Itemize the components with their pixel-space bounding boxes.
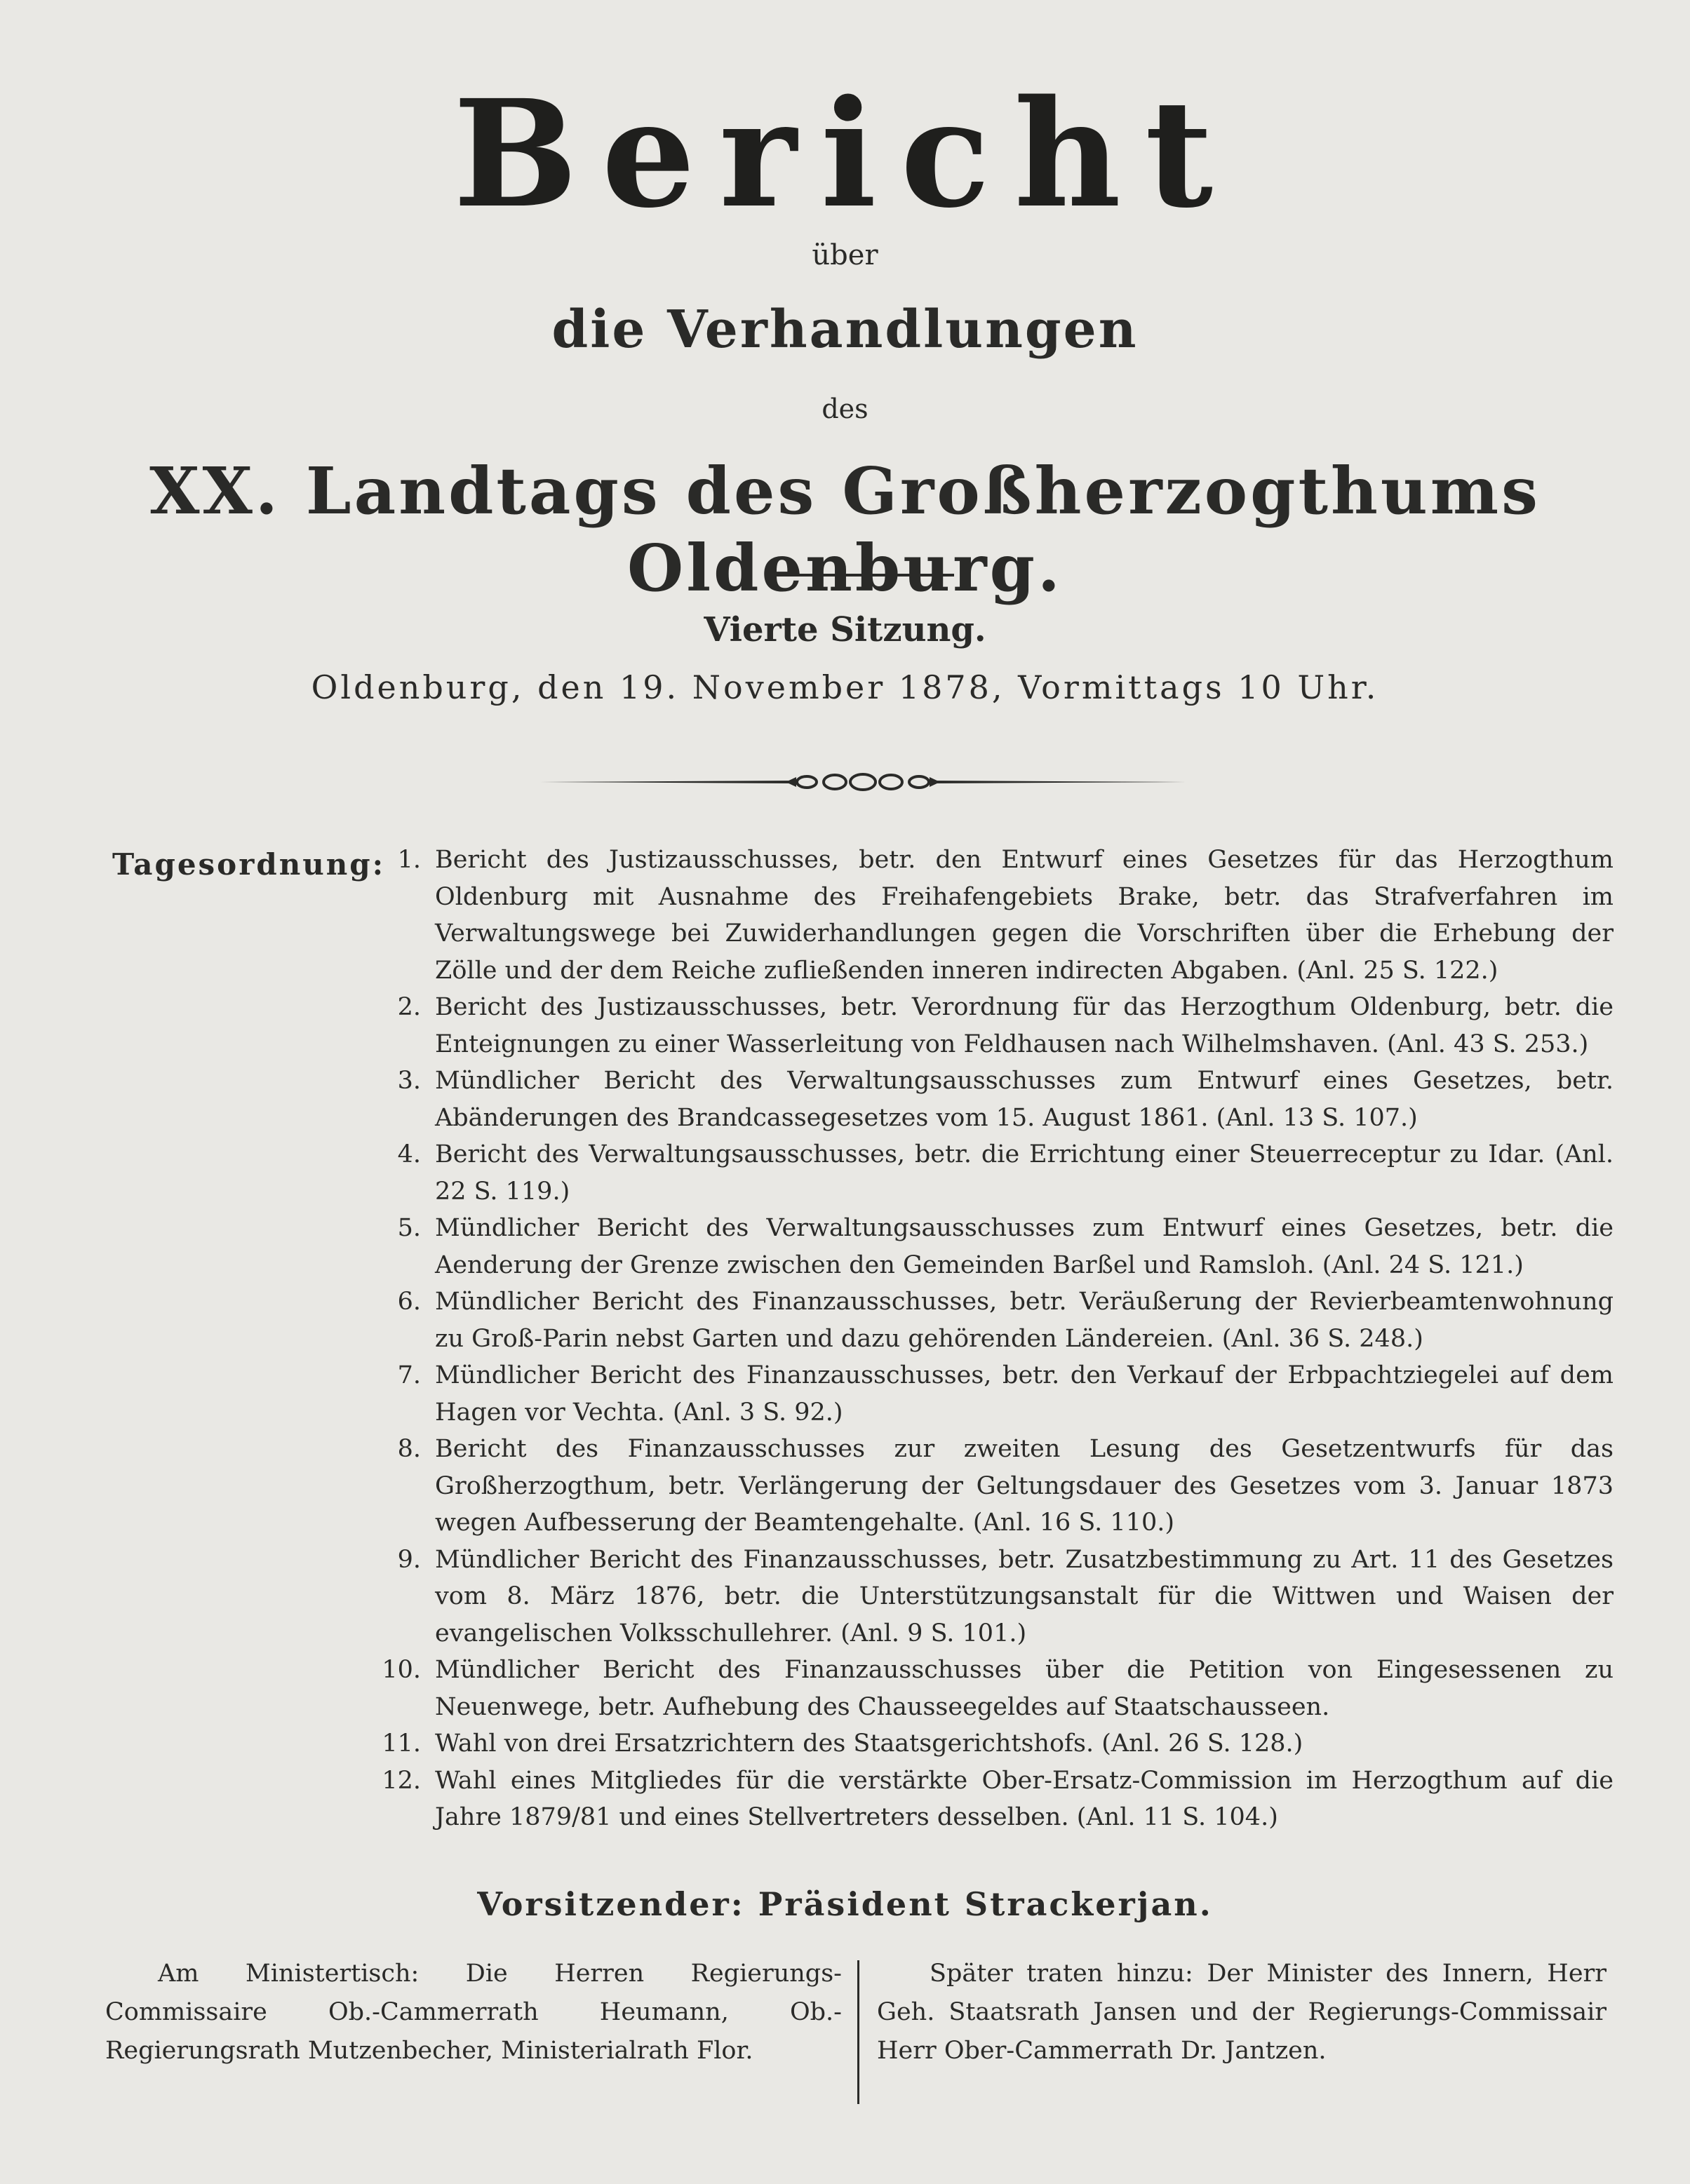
ministertisch-right-text: Später traten hinzu: Der Minister des Innern, Herr Geh. Staatsrath Jansen und der Regierungs-Commissair Herr Ober-Cammerrath Dr. Jantzen. bbox=[877, 1960, 1607, 2065]
agenda-item-number: 11. bbox=[382, 1730, 421, 1758]
agenda-item-number: 3. bbox=[397, 1067, 421, 1095]
agenda-label: Tagesordnung: bbox=[112, 847, 386, 882]
agenda-item bbox=[365, 1542, 1614, 1652]
agenda-list bbox=[365, 842, 1614, 1836]
session-heading: Vierte Sitzung. bbox=[704, 610, 986, 649]
agenda-item-number: 5. bbox=[397, 1214, 421, 1242]
session-date: Oldenburg, den 19. November 1878, Vormittags 10 Uhr. bbox=[311, 668, 1379, 706]
agenda-item-text: Mündlicher Bericht des Verwaltungsausschusses zum Entwurf eines Gesetzes, betr. die Aenderung der Grenze zwischen den Gemeinden Barßel und Ramsloh. (Anl. 24 S. 121.) bbox=[435, 1214, 1614, 1279]
agenda-item bbox=[365, 1725, 1614, 1762]
title-divider bbox=[772, 574, 954, 577]
ornament-divider bbox=[540, 764, 1186, 800]
agenda-item-number: 9. bbox=[397, 1545, 421, 1574]
subtitle-des: des bbox=[821, 393, 869, 424]
agenda-item-text: Mündlicher Bericht des Finanzausschusses, betr. Zusatzbestimmung zu Art. 11 des Gesetzes vom 8. März 1876, betr. die Unterstützungsanstalt für die Wittwen und Waisen der evangelischen Volksschullehrer. (Anl. 9 S. 101.) bbox=[435, 1545, 1614, 1647]
agenda-item bbox=[365, 1283, 1614, 1357]
agenda-item bbox=[365, 842, 1614, 989]
ministertisch-left-text: Am Ministertisch: Die Herren Regierungs-Commissaire Ob.-Cammerrath Heumann, Ob.-Regierungsrath Mutzenbecher, Ministerialrath Flor. bbox=[105, 1960, 842, 2065]
column-divider bbox=[857, 1960, 859, 2104]
agenda-item bbox=[365, 1652, 1614, 1725]
agenda-item-text: Bericht des Verwaltungsausschusses, betr. die Errichtung einer Steuerreceptur zu Idar. (Anl. 22 S. 119.) bbox=[435, 1140, 1614, 1206]
ministertisch-right bbox=[877, 1955, 1607, 2070]
agenda-item bbox=[365, 989, 1614, 1063]
agenda-item-number: 2. bbox=[397, 993, 421, 1021]
agenda-item bbox=[365, 1136, 1614, 1210]
report-title: Bericht bbox=[452, 67, 1238, 241]
agenda-item bbox=[365, 1431, 1614, 1542]
agenda-item-text: Bericht des Finanzausschusses zur zweiten Lesung des Gesetzentwurfs für das Großherzogthum, betr. Verlängerung der Geltungsdauer des Gesetzes vom 3. Januar 1873 wegen Aufbesserung der Beamtengehalte. (Anl. 16 S. 110.) bbox=[435, 1435, 1614, 1537]
agenda-item-text: Wahl von drei Ersatzrichtern des Staatsgerichtshofs. (Anl. 26 S. 128.) bbox=[435, 1730, 1303, 1758]
agenda-item-number: 12. bbox=[382, 1766, 421, 1795]
agenda-item-text: Bericht des Justizausschusses, betr. Verordnung für das Herzogthum Oldenburg, betr. die Enteignungen zu einer Wasserleitung von Feldhausen nach Wilhelmshaven. (Anl. 43 S. 253.) bbox=[435, 993, 1614, 1058]
subtitle-verhandlungen: die Verhandlungen bbox=[551, 299, 1139, 360]
agenda-item-number: 10. bbox=[382, 1656, 421, 1684]
agenda-item-number: 1. bbox=[397, 846, 421, 874]
landtag-heading: XX. Landtags des Großherzogthums Oldenburg. bbox=[149, 453, 1541, 606]
agenda-item-text: Mündlicher Bericht des Finanzausschusses über die Petition von Eingesessenen zu Neuenwege, betr. Aufhebung des Chausseegeldes auf Staatschausseen. bbox=[435, 1656, 1614, 1721]
ministertisch-left bbox=[105, 1955, 842, 2070]
subtitle-ueber: über bbox=[812, 239, 878, 271]
agenda-item-text: Mündlicher Bericht des Verwaltungsausschusses zum Entwurf eines Gesetzes, betr. Abänderungen des Brandcassegesetzes vom 15. August 1861. (Anl. 13 S. 107.) bbox=[435, 1067, 1614, 1132]
agenda-item bbox=[365, 1357, 1614, 1431]
agenda-item-text: Mündlicher Bericht des Finanzausschusses, betr. Veräußerung der Revierbeamtenwohnung zu Groß-Parin nebst Garten und dazu gehörenden Ländereien. (Anl. 36 S. 248.) bbox=[435, 1288, 1614, 1353]
agenda-item-number: 7. bbox=[397, 1361, 421, 1389]
agenda-item-number: 4. bbox=[397, 1140, 421, 1168]
agenda-item-text: Wahl eines Mitgliedes für die verstärkte Ober-Ersatz-Commission im Herzogthum auf die Jahre 1879/81 und eines Stellvertreters desselben. (Anl. 11 S. 104.) bbox=[435, 1766, 1614, 1831]
agenda-item bbox=[365, 1063, 1614, 1136]
agenda-item bbox=[365, 1762, 1614, 1836]
agenda-item-number: 6. bbox=[397, 1288, 421, 1316]
agenda-item bbox=[365, 1210, 1614, 1283]
agenda-item-number: 8. bbox=[397, 1435, 421, 1463]
chairman-line: Vorsitzender: Präsident Strackerjan. bbox=[477, 1885, 1213, 1923]
agenda-item-text: Mündlicher Bericht des Finanzausschusses, betr. den Verkauf der Erbpachtziegelei auf dem Hagen vor Vechta. (Anl. 3 S. 92.) bbox=[435, 1361, 1614, 1427]
agenda-item-text: Bericht des Justizausschusses, betr. den Entwurf eines Gesetzes für das Herzogthum Oldenburg mit Ausnahme des Freihafengebiets Brake, betr. das Strafverfahren im Verwaltungswege bei Zuwiderhandlungen gegen die Vorschriften über die Erhebung der Zölle und der dem Reiche zufließenden inneren indirecten Abgaben. (Anl. 25 S. 122.) bbox=[435, 846, 1614, 985]
